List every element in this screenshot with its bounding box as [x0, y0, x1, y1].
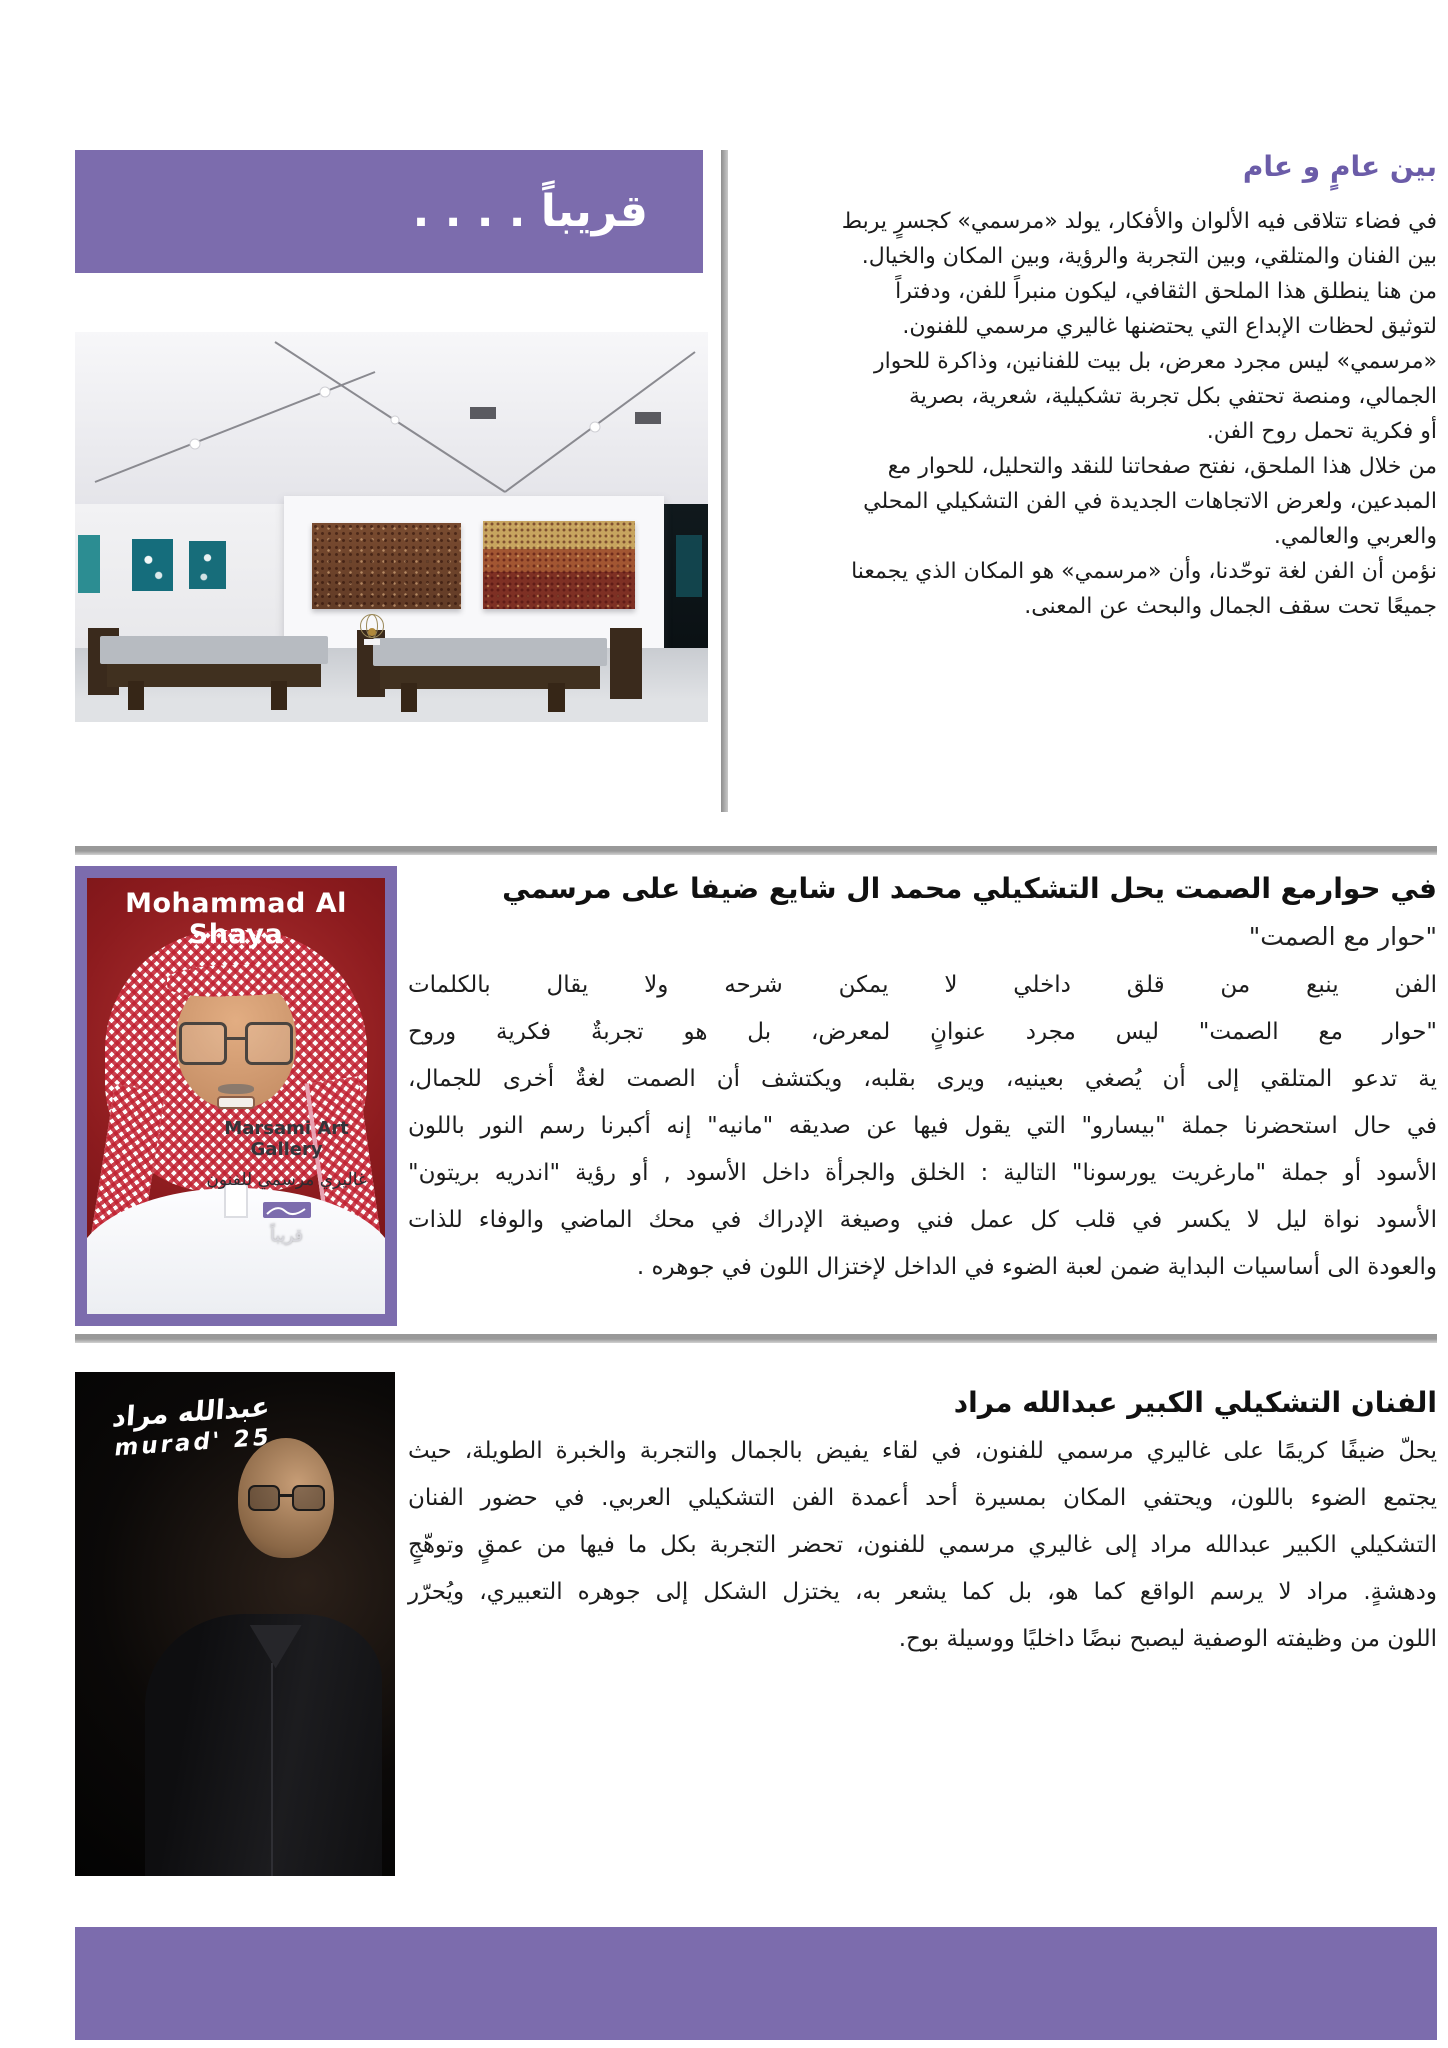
text-line: نؤمن أن الفن لغة توحّدنا، وأن «مرسمي» هو المكان الذي يجمعنا: [851, 559, 1437, 584]
editorial-body: [740, 204, 1437, 624]
text-line: أو فكرية تحمل روح الفن.: [1206, 419, 1437, 444]
text-line: يجتمع الضوء باللون، ويحتفي المكان بمسيرة أحد أعمدة الفن التشكيلي العربي. في حضور الفنان: [408, 1485, 1437, 1511]
soon-caption: قريباً: [270, 1225, 303, 1246]
jacket-zipper: [271, 1663, 273, 1876]
text-line: جميعًا تحت سقف الجمال والبحث عن المعنى.: [1024, 594, 1437, 619]
dark-jacket: [145, 1614, 382, 1876]
article-shaya-title: في حوارمع الصمت يحل التشكيلي محمد ال شايع ضيفا على مرسمي: [502, 872, 1437, 905]
text-line: المبدعين، ولعرض الاتجاهات الجديدة في الفن التشكيلي المحلي: [863, 489, 1437, 514]
bench-leg: [128, 681, 144, 711]
lens: [179, 1022, 227, 1066]
murad-photo: [75, 1372, 395, 1876]
gallery-interior-photo: [75, 332, 708, 722]
article-shaya-subtitle: "حوار مع الصمت": [1248, 922, 1437, 951]
smile: [217, 1096, 256, 1109]
text-line: والعربي والعالمي.: [1273, 524, 1437, 549]
teal-artwork-2: [132, 539, 173, 592]
text-line: يحلّ ضيفًا كريمًا على غاليري مرسمي للفنون، في لقاء يفيض بالجمال والتجربة والخبرة الطويلة، حيث: [408, 1438, 1437, 1464]
section-divider-bar: [75, 846, 1437, 855]
bench-cushion: [373, 638, 607, 666]
marsami-logo-icon: [200, 1200, 373, 1220]
text-line: والعودة الى أساسيات البداية ضمن لعبة الضوء في الداخل لإختزال اللون في جوهره .: [636, 1254, 1437, 1280]
glasses-bridge: [280, 1494, 292, 1497]
lens: [292, 1485, 324, 1510]
teal-artwork-3: [189, 541, 226, 590]
lens: [245, 1022, 293, 1066]
lens: [248, 1485, 280, 1510]
footer-bar: [75, 1927, 1437, 2040]
text-line: في فضاء تتلاقى فيه الألوان والأفكار، يولد «مرسمي» كجسرٍ يربط: [841, 209, 1437, 234]
coming-soon-banner: [75, 150, 703, 273]
gallery-bench: [373, 638, 607, 712]
artist-signature: [112, 1392, 274, 1462]
text-line: اللون من وظيفته الوصفية ليصبح نبضًا داخليًا ووسيلة بوح.: [898, 1626, 1437, 1652]
bench-leg: [271, 681, 287, 711]
section-divider-bar: [75, 1334, 1437, 1343]
gallery-name-en: Marsami Art Gallery: [224, 1117, 349, 1160]
column-divider: [721, 150, 728, 812]
wire-sphere-sculpture: [360, 614, 386, 644]
bench-leg: [548, 683, 564, 713]
text-line: لتوثيق لحظات الإبداع التي يحتضنها غاليري مرسمي للفنون.: [902, 314, 1437, 339]
text-line: الأسود أو جملة "مارغريت يورسونا" التالية : الخلق والجرأة داخل الأسود , أو رؤية "اندريه بريتون": [408, 1160, 1437, 1186]
eyeglasses: [248, 1485, 325, 1510]
text-line: من هنا ينطلق هذا الملحق الثقافي، ليكون منبراً للفن، ودفتراً: [895, 279, 1437, 304]
text-line: «مرسمي» ليس مجرد معرض، بل بيت للفنانين، وذاكرة للحوار: [874, 349, 1437, 374]
article-murad-title: الفنان التشكيلي الكبير عبدالله مراد: [953, 1386, 1437, 1419]
corridor-artwork: [676, 535, 701, 597]
gallery-name-ar: غاليري مرسمي للفنون: [206, 1169, 367, 1190]
editorial-title: بين عامٍ و عام: [1242, 150, 1437, 183]
signature-latin: murad' 25: [113, 1424, 273, 1462]
text-line: الأسود نواة ليل لا يكسر في قلب كل عمل فني وصيغة الإدراك في محك الماضي والوفاء للذات: [408, 1207, 1437, 1233]
text-line: ودهشةٍ. مراد لا يرسم الواقع كما هو، بل كما يشعر به، يختزل الشكل إلى جوهره التعبيري، ويُحرّر: [408, 1579, 1437, 1605]
eyeglasses: [179, 1022, 292, 1066]
article-shaya-body: [408, 962, 1437, 1291]
bench-side-table: [610, 628, 642, 698]
article-murad-body: [408, 1428, 1437, 1663]
text-line: الفن ينبع من قلق داخلي لا يمكن شرحه ولا يقال بالكلمات: [408, 972, 1437, 998]
coming-soon-text: قريباً . . . .: [412, 186, 648, 237]
text-line: "حوار مع الصمت" ليس مجرد عنوانٍ لمعرض، بل هو تجربةٌ فكرية وروح: [408, 1019, 1437, 1045]
bench-leg: [401, 683, 417, 713]
teal-artwork-1: [78, 535, 100, 594]
bench-cushion: [100, 636, 328, 664]
copper-abstract-painting: [312, 523, 461, 609]
photo-caption-block: [200, 1118, 373, 1246]
sculpture-ball: [368, 628, 376, 636]
signature-arabic: عبدالله مراد: [111, 1391, 272, 1434]
mustache: [218, 1084, 254, 1094]
text-line: من خلال هذا الملحق، نفتح صفحاتنا للنقد والتحليل، للحوار مع: [887, 454, 1437, 479]
track-lighting: [75, 332, 708, 508]
text-line: بين الفنان والمتلقي، وبين التجربة والرؤية، وبين المكان والخيال.: [861, 244, 1437, 269]
text-line: التشكيلي الكبير عبدالله مراد إلى غاليري مرسمي للفنون، تحضر التجربة بكل ما فيها من عمقٍ وتوهّجٍ: [408, 1532, 1437, 1558]
glasses-bridge: [227, 1037, 245, 1040]
text-line: الجمالي، ومنصة تحتفي بكل تجربة تشكيلية، شعرية، بصرية: [908, 384, 1437, 409]
al-shaya-portrait: [87, 878, 385, 1314]
portrait-name-caption: Mohammad Al Shaya: [125, 888, 347, 950]
al-shaya-framed-photo: [75, 866, 397, 1326]
gold-red-abstract-painting: [483, 521, 635, 609]
text-line: ية تدعو المتلقي إلى أن يُصغي بعينيه، ويرى بقلبه، ويكتشف أن الصمت لغةٌ أخرى للجمال،: [408, 1066, 1437, 1092]
gallery-bench: [100, 636, 328, 710]
text-line: في حال استحضرنا جملة "بيسارو" التي يقول فيها عن صديقه "مانيه" إنه أكبرنا رسم النور باللون: [408, 1113, 1437, 1139]
jacket-collar: [250, 1625, 302, 1669]
sculpture-pedestal: [364, 639, 380, 645]
